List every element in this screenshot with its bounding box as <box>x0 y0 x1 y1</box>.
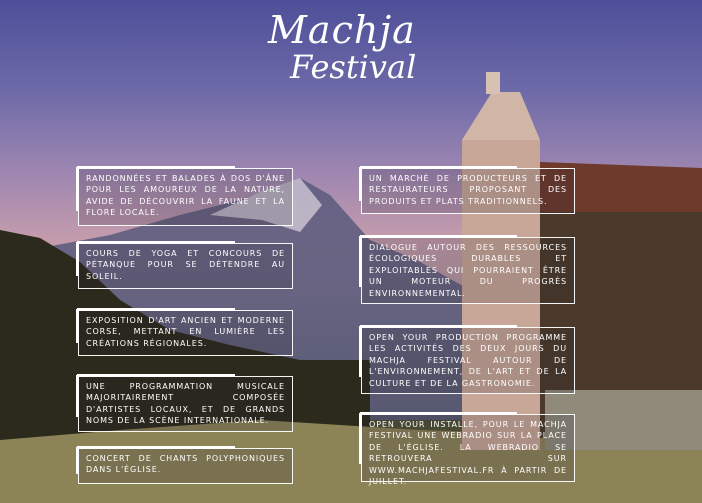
activity-card-dialogue <box>361 237 575 304</box>
card-text: UNE PROGRAMMATION MUSICALE MAJORITAIREMENT COMPOSÉE D'ARTISTES LOCAUX, ET DE GRANDS NOMS DE LA SCÈNE INTERNATIONALE. <box>86 382 285 426</box>
activity-card-production <box>361 327 575 394</box>
activity-card-hiking <box>78 168 293 226</box>
activity-card-music <box>78 376 293 432</box>
activity-card-webradio <box>361 414 575 487</box>
card-text: OPEN YOUR INSTALLE, POUR LE MACHJA FESTIVAL UNE WEBRADIO SUR LA PLACE DE L'ÉGLISE. LA WEBRADIO SE RETROUVERA SUR WWW.MACHJAFESTIVAL.FR À PARTIR DE JUILLET. <box>369 420 567 487</box>
festival-logo <box>268 8 417 90</box>
activity-card-yoga <box>78 243 293 289</box>
card-text: EXPOSITION D'ART ANCIEN ET MODERNE CORSE, METTANT EN LUMIÈRE LES CRÉATIONS RÉGIONALES. <box>86 316 285 348</box>
card-text: OPEN YOUR PRODUCTION PROGRAMME LES ACTIVITÉS DES DEUX JOURS DU MACHJA FESTIVAL AUTOUR DE L'ENVIRONNEMENT, DE L'ART ET DE LA CULTURE ET DE LA GASTRONOMIE. <box>369 333 567 388</box>
activity-card-market <box>361 168 575 214</box>
card-text: CONCERT DE CHANTS POLYPHONIQUES DANS L'ÉGLISE. <box>86 454 285 475</box>
card-text: UN MARCHÉ DE PRODUCTEURS ET DE RESTAURATEURS PROPOSANT DES PRODUITS ET PLATS TRADITIONNELS. <box>369 174 567 206</box>
activity-card-concert <box>78 448 293 484</box>
activity-card-exhibition <box>78 310 293 356</box>
card-text: RANDONNÉES ET BALADES À DOS D'ÂNE POUR LES AMOUREUX DE LA NATURE, AVIDE DE DÉCOUVRIR LA FAUNE ET LA FLORE LOCALE. <box>86 174 285 218</box>
card-text: COURS DE YOGA ET CONCOURS DE PÉTANQUE POUR SE DÉTENDRE AU SOLEIL. <box>86 249 285 281</box>
logo-line-2: Festival <box>290 48 417 86</box>
logo-line-1: Machja <box>268 8 416 52</box>
card-text: DIALOGUE AUTOUR DES RESSOURCES ÉCOLOGIQUES DURABLES ET EXPLOITABLES QUI POURRAIENT ÊTRE UN MOTEUR DU PROGRÈS ENVIRONNEMENTAL. <box>369 243 567 298</box>
